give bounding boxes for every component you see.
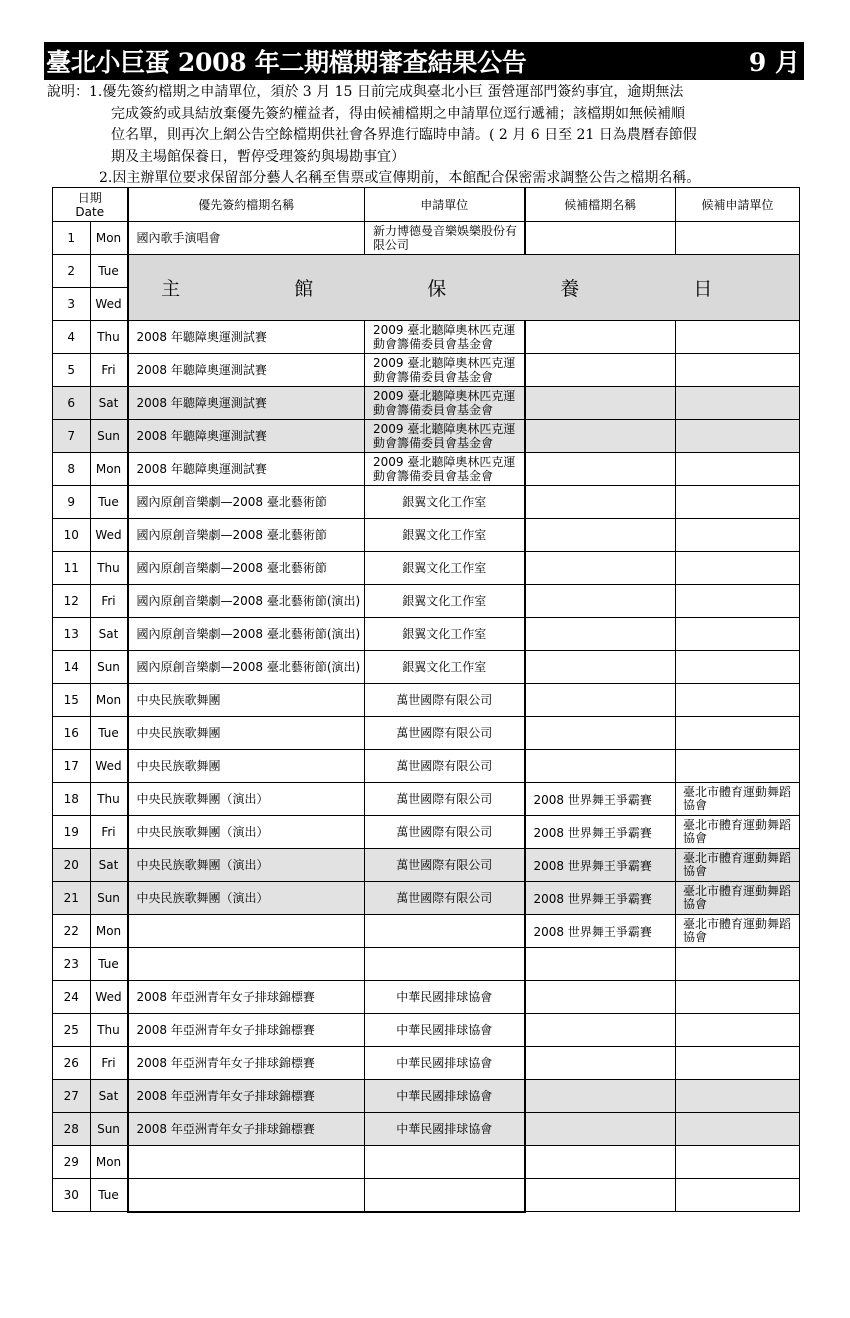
alt-event-cell (525, 1080, 676, 1113)
alt-event-cell (525, 1047, 676, 1080)
alt-event-cell (525, 1014, 676, 1047)
event-cell: 中央民族歌舞團（演出） (128, 783, 365, 816)
org-cell: 2009 臺北聽障奧林匹克運動會籌備委員會基金會 (365, 420, 525, 453)
alt-org-cell: 臺北市體育運動舞蹈協會 (676, 915, 800, 948)
alt-event-cell (525, 321, 676, 354)
alt-event-cell (525, 717, 676, 750)
alt-org-cell (676, 1146, 800, 1179)
day-cell: 17 (53, 750, 91, 783)
alt-event-cell (525, 948, 676, 981)
weekday-cell: Sat (90, 849, 128, 882)
table-row (53, 585, 800, 618)
org-cell: 萬世國際有限公司 (365, 750, 525, 783)
alt-org-cell (676, 486, 800, 519)
event-cell: 2008 年聽障奧運測試賽 (128, 453, 365, 486)
header-date-en: Date (75, 204, 105, 219)
event-cell: 中央民族歌舞團（演出） (128, 882, 365, 915)
alt-event-cell (525, 354, 676, 387)
table-row (53, 915, 800, 948)
table-row (53, 1113, 800, 1146)
org-cell: 萬世國際有限公司 (365, 849, 525, 882)
table-row (53, 354, 800, 387)
schedule-body (53, 222, 800, 1212)
alt-org-cell (676, 1080, 800, 1113)
alt-event-cell (525, 684, 676, 717)
alt-event-cell: 2008 世界舞王爭霸賽 (525, 915, 676, 948)
alt-org-cell (676, 1179, 800, 1212)
weekday-cell: Sun (90, 420, 128, 453)
header-alt-org: 候補申請單位 (676, 188, 800, 222)
day-cell: 29 (53, 1146, 91, 1179)
day-cell: 1 (53, 222, 91, 255)
org-cell: 銀翼文化工作室 (365, 486, 525, 519)
org-cell: 中華民國排球協會 (365, 1113, 525, 1146)
event-cell (128, 1179, 365, 1212)
alt-event-cell (525, 750, 676, 783)
header-date-zh: 日期 (77, 190, 102, 205)
org-cell: 中華民國排球協會 (365, 1014, 525, 1047)
alt-org-cell: 臺北市體育運動舞蹈協會 (676, 783, 800, 816)
table-row (53, 420, 800, 453)
alt-event-cell (525, 420, 676, 453)
page-title: 臺北小巨蛋 2008 年二期檔期審查結果公告 (46, 48, 527, 77)
day-cell: 15 (53, 684, 91, 717)
alt-org-cell (676, 618, 800, 651)
day-cell: 16 (53, 717, 91, 750)
day-cell: 11 (53, 552, 91, 585)
table-row (53, 552, 800, 585)
day-cell: 28 (53, 1113, 91, 1146)
month-label: 9 月 (748, 48, 800, 77)
weekday-cell: Fri (90, 585, 128, 618)
day-cell: 6 (53, 387, 91, 420)
day-cell: 22 (53, 915, 91, 948)
table-row (53, 1047, 800, 1080)
alt-org-cell (676, 585, 800, 618)
alt-org-cell (676, 717, 800, 750)
alt-event-cell (525, 651, 676, 684)
day-cell: 19 (53, 816, 91, 849)
event-cell (128, 1146, 365, 1179)
table-row (53, 717, 800, 750)
event-cell: 2008 年聽障奧運測試賽 (128, 420, 365, 453)
alt-event-cell: 2008 世界舞王爭霸賽 (525, 816, 676, 849)
weekday-cell: Sun (90, 1113, 128, 1146)
event-cell: 國內原創音樂劇—2008 臺北藝術節 (128, 486, 365, 519)
table-row (53, 321, 800, 354)
table-row (53, 684, 800, 717)
day-cell: 25 (53, 1014, 91, 1047)
weekday-cell: Fri (90, 1047, 128, 1080)
org-cell: 中華民國排球協會 (365, 981, 525, 1014)
org-cell: 銀翼文化工作室 (365, 651, 525, 684)
day-cell: 26 (53, 1047, 91, 1080)
event-cell: 國內原創音樂劇—2008 臺北藝術節 (128, 519, 365, 552)
notes (47, 82, 812, 190)
org-cell: 2009 臺北聽障奧林匹克運動會籌備委員會基金會 (365, 321, 525, 354)
table-row (53, 1146, 800, 1179)
weekday-cell: Wed (90, 519, 128, 552)
weekday-cell: Mon (90, 684, 128, 717)
alt-event-cell: 2008 世界舞王爭霸賽 (525, 783, 676, 816)
table-row (53, 816, 800, 849)
event-cell: 國內歌手演唱會 (128, 222, 365, 255)
weekday-cell: Thu (90, 1014, 128, 1047)
alt-event-cell (525, 585, 676, 618)
alt-event-cell (525, 552, 676, 585)
day-cell: 7 (53, 420, 91, 453)
day-cell: 20 (53, 849, 91, 882)
day-cell: 30 (53, 1179, 91, 1212)
weekday-cell: Fri (90, 816, 128, 849)
alt-event-cell: 2008 世界舞王爭霸賽 (525, 849, 676, 882)
table-row (53, 1014, 800, 1047)
alt-org-cell (676, 519, 800, 552)
weekday-cell: Thu (90, 552, 128, 585)
event-cell: 中央民族歌舞團（演出） (128, 816, 365, 849)
table-header-row (53, 188, 800, 222)
weekday-cell: Sat (90, 618, 128, 651)
event-cell: 國內原創音樂劇—2008 臺北藝術節 (128, 552, 365, 585)
table-row (53, 618, 800, 651)
alt-org-cell (676, 651, 800, 684)
event-cell: 中央民族歌舞團（演出） (128, 849, 365, 882)
org-cell (365, 1179, 525, 1212)
event-cell: 2008 年聽障奧運測試賽 (128, 387, 365, 420)
header-event: 優先簽約檔期名稱 (128, 188, 365, 222)
header-alt-event: 候補檔期名稱 (525, 188, 676, 222)
alt-org-cell (676, 684, 800, 717)
org-cell: 萬世國際有限公司 (365, 717, 525, 750)
note-line: 期及主場館保養日，暫停受理簽約與場勘事宜） (111, 148, 405, 165)
day-cell: 14 (53, 651, 91, 684)
weekday-cell: Mon (90, 453, 128, 486)
alt-event-cell (525, 1146, 676, 1179)
day-cell: 27 (53, 1080, 91, 1113)
table-row (53, 387, 800, 420)
title-bar (44, 42, 804, 80)
event-cell: 2008 年亞洲青年女子排球錦標賽 (128, 1113, 365, 1146)
alt-org-cell (676, 981, 800, 1014)
weekday-cell: Thu (90, 321, 128, 354)
table-row (53, 882, 800, 915)
org-cell: 2009 臺北聽障奧林匹克運動會籌備委員會基金會 (365, 387, 525, 420)
event-cell: 中央民族歌舞團 (128, 717, 365, 750)
alt-event-cell (525, 981, 676, 1014)
alt-org-cell (676, 354, 800, 387)
weekday-cell: Wed (90, 981, 128, 1014)
alt-org-cell (676, 420, 800, 453)
table-row (53, 222, 800, 255)
alt-org-cell (676, 750, 800, 783)
day-cell: 24 (53, 981, 91, 1014)
weekday-cell: Fri (90, 354, 128, 387)
alt-org-cell (676, 453, 800, 486)
alt-org-cell: 臺北市體育運動舞蹈協會 (676, 816, 800, 849)
alt-event-cell (525, 453, 676, 486)
org-cell: 銀翼文化工作室 (365, 519, 525, 552)
alt-event-cell (525, 1179, 676, 1212)
alt-event-cell (525, 222, 676, 255)
org-cell: 中華民國排球協會 (365, 1047, 525, 1080)
table-row (53, 981, 800, 1014)
alt-org-cell (676, 222, 800, 255)
weekday-cell: Sat (90, 1080, 128, 1113)
table-row (53, 486, 800, 519)
day-cell: 8 (53, 453, 91, 486)
weekday-cell: Tue (90, 948, 128, 981)
event-cell: 2008 年聽障奧運測試賽 (128, 354, 365, 387)
org-cell: 萬世國際有限公司 (365, 816, 525, 849)
day-cell: 5 (53, 354, 91, 387)
day-cell: 4 (53, 321, 91, 354)
alt-event-cell: 2008 世界舞王爭霸賽 (525, 882, 676, 915)
org-cell (365, 948, 525, 981)
org-cell: 2009 臺北聽障奧林匹克運動會籌備委員會基金會 (365, 453, 525, 486)
alt-org-cell (676, 1113, 800, 1146)
org-cell: 銀翼文化工作室 (365, 585, 525, 618)
event-cell: 國內原創音樂劇—2008 臺北藝術節(演出) (128, 585, 365, 618)
org-cell: 2009 臺北聽障奧林匹克運動會籌備委員會基金會 (365, 354, 525, 387)
event-cell: 2008 年亞洲青年女子排球錦標賽 (128, 981, 365, 1014)
note-line: 2.因主辦單位要求保留部分藝人名稱至售票或宣傳期前，本館配合保密需求調整公告之檔期名稱。 (99, 170, 701, 186)
org-cell: 銀翼文化工作室 (365, 552, 525, 585)
org-cell (365, 1146, 525, 1179)
org-cell: 萬世國際有限公司 (365, 684, 525, 717)
alt-org-cell (676, 1014, 800, 1047)
weekday-cell: Thu (90, 783, 128, 816)
event-cell: 中央民族歌舞團 (128, 684, 365, 717)
event-cell: 國內原創音樂劇—2008 臺北藝術節(演出) (128, 618, 365, 651)
event-cell: 2008 年亞洲青年女子排球錦標賽 (128, 1014, 365, 1047)
day-cell: 10 (53, 519, 91, 552)
weekday-cell: Wed (90, 750, 128, 783)
table-row (53, 651, 800, 684)
table-row (53, 948, 800, 981)
table-row (53, 519, 800, 552)
event-cell: 國內原創音樂劇—2008 臺北藝術節(演出) (128, 651, 365, 684)
day-cell: 9 (53, 486, 91, 519)
header-org: 申請單位 (365, 188, 525, 222)
event-cell: 2008 年亞洲青年女子排球錦標賽 (128, 1080, 365, 1113)
header-date (53, 188, 128, 222)
event-cell: 中央民族歌舞團 (128, 750, 365, 783)
weekday-cell: Tue (90, 1179, 128, 1212)
weekday-cell: Mon (90, 1146, 128, 1179)
day-cell: 21 (53, 882, 91, 915)
alt-org-cell: 臺北市體育運動舞蹈協會 (676, 849, 800, 882)
weekday-cell: Mon (90, 222, 128, 255)
table-row (53, 1179, 800, 1212)
weekday-cell: Sun (90, 882, 128, 915)
day-cell: 18 (53, 783, 91, 816)
table-row (53, 783, 800, 816)
org-cell: 萬世國際有限公司 (365, 783, 525, 816)
alt-event-cell (525, 519, 676, 552)
weekday-cell: Tue (90, 717, 128, 750)
alt-event-cell (525, 618, 676, 651)
table-row (53, 1080, 800, 1113)
alt-org-cell (676, 1047, 800, 1080)
org-cell: 新力博德曼音樂娛樂股份有限公司 (365, 222, 525, 255)
alt-org-cell (676, 321, 800, 354)
org-cell: 萬世國際有限公司 (365, 882, 525, 915)
day-cell: 13 (53, 618, 91, 651)
alt-org-cell (676, 552, 800, 585)
alt-event-cell (525, 387, 676, 420)
note-line: 說明：1.優先簽約檔期之申請單位，須於 3 月 15 日前完成與臺北小巨 蛋營運部門簽約事宜，逾期無法 (47, 84, 684, 100)
table-row (53, 849, 800, 882)
org-cell: 銀翼文化工作室 (365, 618, 525, 651)
event-cell (128, 915, 365, 948)
event-cell (128, 948, 365, 981)
note-line: 位名單，則再次上網公告空餘檔期供社會各界進行臨時申請。( 2 月 6 日至 21 日為農曆春節假 (111, 127, 697, 143)
weekday-cell: Tue (90, 255, 128, 288)
table-row (53, 255, 800, 288)
day-cell: 12 (53, 585, 91, 618)
weekday-cell: Mon (90, 915, 128, 948)
alt-org-cell (676, 948, 800, 981)
day-cell: 2 (53, 255, 91, 288)
schedule-table (52, 187, 800, 1213)
alt-org-cell: 臺北市體育運動舞蹈協會 (676, 882, 800, 915)
weekday-cell: Sat (90, 387, 128, 420)
note-line: 完成簽約或具結放棄優先簽約權益者，得由候補檔期之申請單位逕行遞補；該檔期如無候補順 (111, 105, 685, 122)
day-cell: 3 (53, 288, 91, 321)
event-cell: 2008 年聽障奧運測試賽 (128, 321, 365, 354)
org-cell (365, 915, 525, 948)
alt-org-cell (676, 387, 800, 420)
org-cell: 中華民國排球協會 (365, 1080, 525, 1113)
weekday-cell: Tue (90, 486, 128, 519)
alt-event-cell (525, 1113, 676, 1146)
alt-event-cell (525, 486, 676, 519)
table-row (53, 453, 800, 486)
event-cell: 2008 年亞洲青年女子排球錦標賽 (128, 1047, 365, 1080)
day-cell: 23 (53, 948, 91, 981)
table-row (53, 750, 800, 783)
weekday-cell: Sun (90, 651, 128, 684)
weekday-cell: Wed (90, 288, 128, 321)
maintenance-cell: 主 館 保 養 日 (128, 255, 800, 321)
